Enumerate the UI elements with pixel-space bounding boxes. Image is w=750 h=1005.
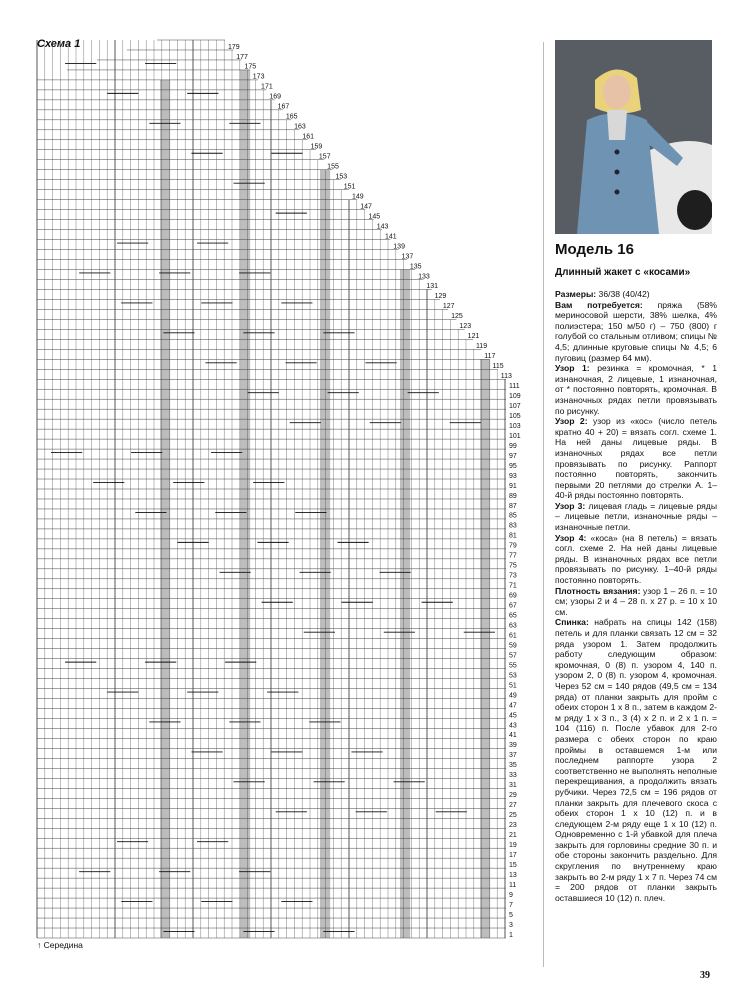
row-number-label: 5 [509,911,513,919]
row-number-label: 129 [434,293,447,301]
row-number-label: 127 [442,303,455,311]
row-number-label: 59 [509,642,517,650]
row-number-label: 143 [376,223,389,231]
row-number-label: 101 [509,432,521,440]
row-number-label: 125 [451,313,463,321]
row-number-label: 75 [509,562,517,570]
row-number-label: 71 [509,582,517,590]
row-number-label: 15 [509,861,517,869]
row-number-label: 165 [285,113,298,121]
row-number-label: 115 [492,363,504,371]
paragraph-label: Плотность вязания: [555,585,641,596]
row-number-label: 161 [302,133,315,141]
paragraph-text: набрать на спицы 142 (158) петель и для планки связать 12 см = 32 ряда узором 1. Затем продолжить работу следующим образом: кромочная, 0 (8) п. узором 4, 140 п. узором 2, 0 (8) п. узором 4, кромочная. Через 52 см = 140 рядов (49,5 см = 134 ряда) от планки закрыть для пройм с обеих сторон 1 х 8 п., затем в каждом 2-м ряду 1 х 3 п., 3 (4) х 2 п. и 2 х 1 п. = 104 (116) п. После убавок для 2-го размера с обеих сторон по краю проймы в оставшемся 1-м или последнем раппорте узора 2 соответственно не выполнять неполные перекрещивания, а продолжить вязать рубчики. Через 72,5 см = 196 рядов от планки закрыть для плечевого скоса с обеих сторон 1 х 10 (12) п. и в следующем 2-м ряду еще 1 х 10 (12) п. Одновременно с 1-й убавкой для плеча закрыть для горловины средние 30 п. и обе стороны закончить раздельно. Для скругления по внутреннему краю закрыть во 2-м ряду 1 х 7 п. Через 74 см = 200 рядов от планки закрыть оставшиеся 10 (12) п. плеч. [555,617,717,903]
row-number-label: 29 [509,792,517,800]
row-number-label: 81 [509,532,517,540]
row-number-label: 145 [368,213,381,221]
row-number-label: 33 [509,772,517,780]
instruction-paragraph [555,501,717,533]
paragraph-text: узор из «кос» (число петель кратно 40 + 20) = вязать согл. схеме 1. На ней даны лицевые ряды. В изнаночных рядах все петли провязывать по рисунку. Раппорт постоянно повторять, закончить первыми 20 петлями до стрелки А. 1–40-й ряды постоянно повторять. [555,416,717,501]
row-number-label: 25 [509,812,517,820]
page-number: 39 [700,970,710,981]
instruction-paragraph [555,617,717,903]
article-text [555,240,717,903]
row-number-label: 83 [509,522,517,530]
row-number-label: 113 [500,373,512,381]
instruction-paragraph [555,300,717,364]
row-number-label: 99 [509,442,517,450]
row-number-label: 37 [509,752,517,760]
row-number-label: 137 [401,253,414,261]
row-number-label: 35 [509,762,517,770]
schema-title: Схема 1 [37,38,81,50]
row-number-label: 3 [509,921,513,929]
row-number-label: 7 [509,901,513,909]
row-number-label: 151 [343,183,356,191]
row-number-label: 139 [393,243,405,251]
instruction-paragraph [555,289,717,300]
row-number-label: 123 [459,323,472,331]
row-number-label: 105 [509,412,521,420]
row-number-label: 69 [509,592,517,600]
row-number-label: 11 [509,881,517,889]
row-number-label: 157 [318,153,331,161]
row-number-label: 89 [509,492,517,500]
paragraph-label: Узор 1: [555,363,590,374]
row-number-label: 163 [294,123,306,131]
row-number-label: 19 [509,842,517,849]
instructions [555,289,717,903]
row-number-label: 111 [509,383,520,391]
middle-label: Середина [43,940,83,950]
row-number-label: 21 [509,832,517,840]
row-number-label: 93 [509,472,517,480]
row-number-label: 169 [269,93,282,101]
row-number-label: 85 [509,512,517,520]
row-number-label: 177 [236,53,248,61]
row-number-label: 171 [261,83,273,91]
row-number-label: 79 [509,542,517,550]
row-number-label: 31 [509,782,517,790]
paragraph-text: узор 1 – 26 п. = 10 см; узоры 2 и 4 – 28 п. х 27 р. = 10 х 10 см. [555,585,717,617]
row-number-label: 175 [244,63,257,71]
row-number-label: 97 [509,452,517,460]
paragraph-text: резинка = кромочная, * 1 изнаночная, 2 лицевые, 1 изнаночная, от * постоянно повторять, кромочная. В изнаночных рядах петли провязывать по рисунку. [555,363,717,416]
paragraph-label: Узор 3: [555,500,586,511]
row-number-label: 147 [360,203,372,211]
row-number-label: 61 [509,632,517,640]
row-number-label: 179 [228,43,240,51]
row-number-label: 121 [467,333,480,341]
up-arrow-icon: ↑ [37,940,42,950]
row-number-label: 73 [509,572,517,580]
row-number-label: 65 [509,612,517,620]
row-number-label: 87 [509,502,517,510]
row-number-label: 77 [509,552,517,560]
row-number-label: 9 [509,891,513,899]
middle-arrow-label [37,940,83,950]
row-number-label: 39 [509,742,517,750]
paragraph-label: Спинка: [555,617,589,628]
paragraph-label: Узор 4: [555,532,587,543]
row-number-label: 45 [509,712,517,720]
row-number-label: 17 [509,851,517,859]
gray-column [240,70,250,938]
row-number-label: 149 [351,193,364,201]
paragraph-text: 36/38 (40/42) [596,289,650,299]
row-number-label: 1 [509,931,513,939]
gray-column [320,170,330,938]
paragraph-text: «коса» (на 8 петель) = вязать согл. схеме 2. На ней даны лицевые ряды. В изнаночных рядах все петли провязывать по рисунку. 1–40-й ряды постоянно повторять. [555,532,717,586]
row-number-label: 173 [252,73,265,81]
instruction-paragraph [555,586,717,618]
row-number-label: 41 [509,732,517,740]
instruction-paragraph [555,363,717,416]
row-number-label: 155 [327,163,339,171]
row-number-label: 23 [509,822,517,830]
row-number-label: 117 [484,353,496,361]
instruction-paragraph [555,416,717,501]
row-number-label: 153 [335,173,348,181]
model-photo-image [555,40,712,234]
row-number-label: 109 [509,393,521,400]
instruction-paragraph [555,533,717,586]
row-number-label: 55 [509,662,517,670]
row-number-label: 159 [310,143,323,151]
row-number-label: 141 [385,233,397,241]
row-number-label: 91 [509,482,517,490]
row-number-label: 47 [509,702,517,710]
row-number-label: 103 [509,422,521,430]
row-number-label: 95 [509,462,517,470]
paragraph-label: Вам потребуется: [555,299,643,310]
row-number-label: 51 [509,682,517,690]
row-number-label: 135 [409,263,422,271]
row-number-label: 67 [509,602,517,610]
model-subtitle: Длинный жакет с «косами» [555,267,691,278]
gray-column [400,269,410,938]
row-number-label: 107 [509,402,521,410]
paragraph-text: лицевая гладь = лицевые ряды – лицевые петли, изнаночные ряды – изнаночные петли. [555,500,717,533]
row-number-label: 133 [418,273,430,281]
model-title: Модель 16 [555,241,634,258]
paragraph-label: Узор 2: [555,416,588,427]
paragraph-label: Размеры: [555,289,597,299]
row-number-label: 53 [509,672,517,680]
row-number-label: 13 [509,871,517,879]
row-number-label: 167 [277,103,290,111]
paragraph-text: пряжа (58% мериносовой шерсти, 38% шелка, 4% полиэстера; 150 м/50 г) – 750 (800) г голубой со стальным отливом; спицы № 4,5; длинные круговые спицы № 4,5; 6 пуговиц (размер 64 мм). [555,299,718,363]
model-photo [555,40,712,234]
row-number-label: 27 [509,802,517,810]
row-number-label: 57 [509,652,517,660]
row-number-label: 49 [509,692,517,700]
row-number-label: 43 [509,722,517,730]
row-number-label: 131 [426,283,439,291]
column-divider [543,42,544,967]
row-number-label: 119 [475,343,488,351]
row-number-label: 63 [509,622,517,630]
